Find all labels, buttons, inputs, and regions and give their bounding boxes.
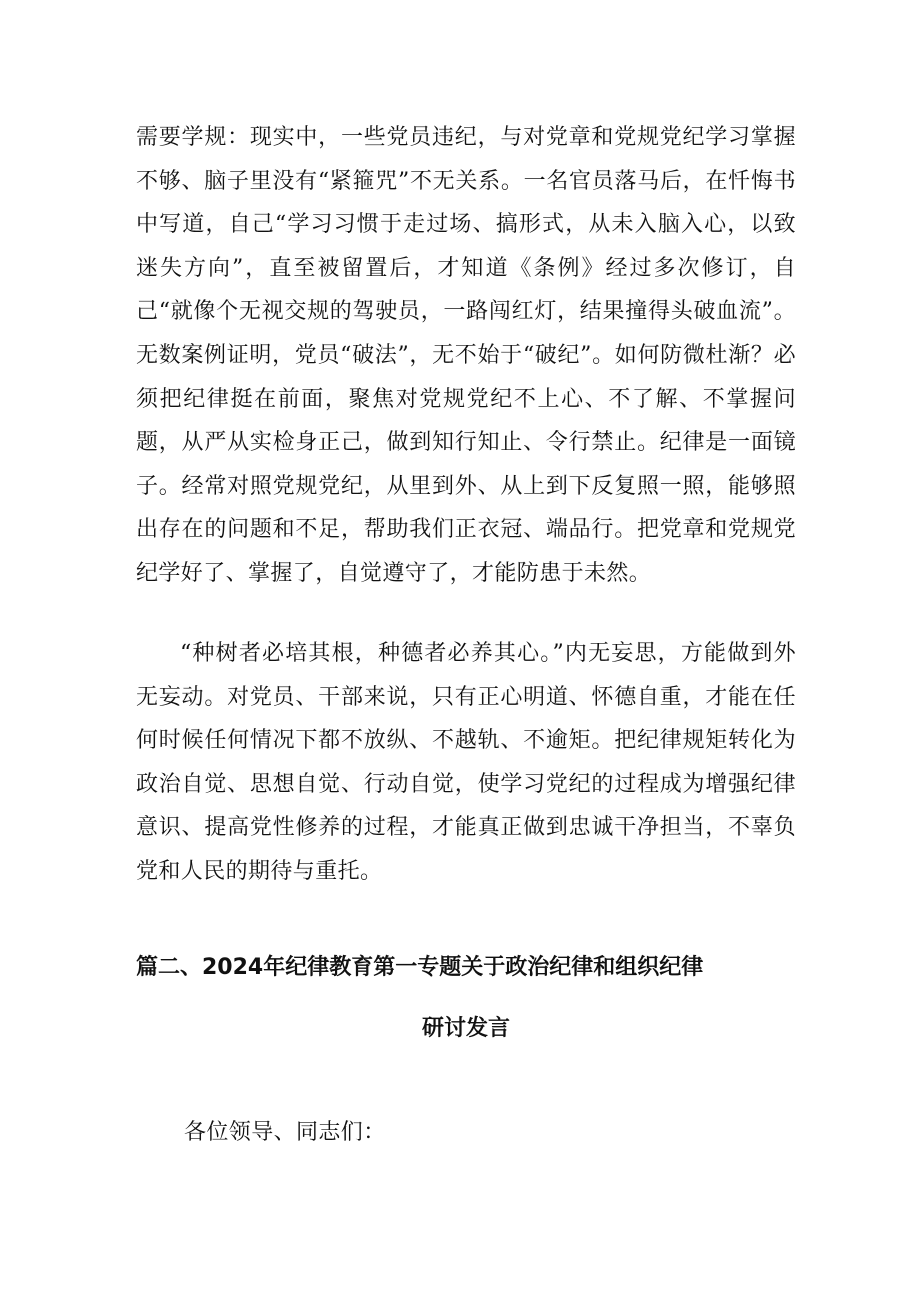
greeting: 各位领导、同志们： [184,1120,386,1145]
body-paragraph: “种树者必培其根，种德者必养其心。”内无妄思，方能做到外无妄动。对党员、干部来说，只有正心明道、怀德自重，才能在任何时候任何情况下都不放纵、不越轨、不逾矩。把纪律规矩转化为政治自觉、思想自觉、行动自觉，使学习党纪的过程成为增强纪律意识、提高党性修养的过程，才能真正做到忠诚干净担当，不辜负党和人民的期待与重托。 [136,641,796,884]
section-heading: 篇二、2024年纪律教育第一专题关于政治纪律和组织纪律 [136,955,704,980]
section-heading-subtitle: 研讨发言 [421,1016,510,1041]
body-paragraph: 需要学规：现实中，一些党员违纪，与对党章和党规党纪学习掌握不够、脑子里没有“紧箍咒”不无关系。一名官员落马后，在忏悔书中写道，自己“学习习惯于走过场、搞形式，从未入脑入心，以致迷失方向”，直至被留置后，才知道《条例》经过多次修订，自己“就像个无视交规的驾驶员，一路闯红灯，结果撞得头破血流”。无数案例证明，党员“破法”，无不始于“破纪”。如何防微杜渐？必须把纪律挺在前面，聚焦对党规党纪不上心、不了解、不掌握问题，从严从实检身正己，做到知行知止、令行禁止。纪律是一面镜子。经常对照党规党纪，从里到外、从上到下反复照一照，能够照出存在的问题和不足，帮助我们正衣冠、端品行。把党章和党规党纪学好了、掌握了，自觉遵守了，才能防患于未然。 [136,125,796,586]
